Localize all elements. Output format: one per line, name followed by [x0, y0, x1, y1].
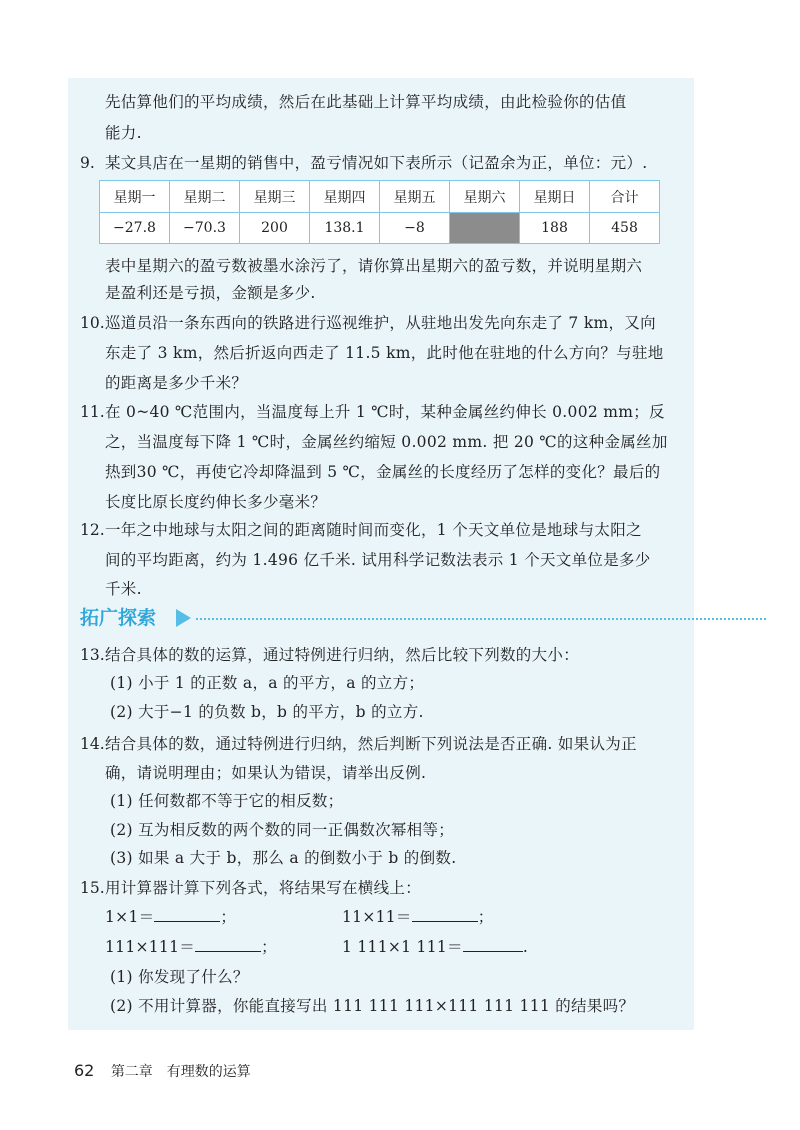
section-header — [80, 604, 690, 632]
value-cell: 458 — [590, 213, 660, 244]
q14-line-1: 结合具体的数，通过特例进行归纳，然后判断下列说法是否正确. 如果认为正 — [105, 735, 637, 753]
header-cell: 星期五 — [380, 181, 450, 213]
expression-4-text: 1 111×1 111＝ — [342, 938, 463, 956]
play-arrow-icon — [176, 609, 191, 627]
q14-sub-3: (3) 如果 a 大于 b，那么 a 的倒数小于 b 的倒数. — [110, 849, 457, 867]
header-cell: 星期二 — [170, 181, 240, 213]
q9-after-line-2: 是盈利还是亏损，金额是多少. — [105, 284, 316, 302]
answer-blank-1[interactable] — [154, 907, 220, 922]
q12-number: 12. — [80, 521, 105, 539]
q11-number: 11. — [80, 403, 105, 421]
value-cell: −70.3 — [170, 213, 240, 244]
header-cell: 星期四 — [310, 181, 380, 213]
q9-text: 某文具店在一星期的销售中，盈亏情况如下表所示（记盈余为正，单位：元）. — [105, 154, 648, 172]
q9-after-line-1: 表中星期六的盈亏数被墨水涂污了，请你算出星期六的盈亏数，并说明星期六 — [105, 257, 643, 275]
q14-sub-2: (2) 互为相反数的两个数的同一正偶数次幂相等； — [110, 821, 455, 839]
intro-line-1: 先估算他们的平均成绩，然后在此基础上计算平均成绩，由此检验你的估值 — [105, 93, 627, 111]
header-cell: 合计 — [590, 181, 660, 213]
separator: ； — [261, 938, 277, 956]
q15-sub-2: (2) 不用计算器，你能直接写出 111 111 111×111 111 111 的结果吗？ — [110, 997, 635, 1015]
section-title: 拓广探索 — [80, 607, 157, 629]
q15-sub-1: (1) 你发现了什么？ — [110, 968, 249, 986]
expression-3 — [105, 937, 277, 957]
q15-number: 15. — [80, 879, 105, 897]
header-cell: 星期三 — [240, 181, 310, 213]
q13-number: 13. — [80, 646, 105, 664]
sales-table-header-row — [100, 181, 660, 213]
q14-number: 14. — [80, 735, 105, 753]
expression-1 — [105, 907, 236, 927]
value-cell: −27.8 — [100, 213, 170, 244]
answer-blank-3[interactable] — [195, 937, 261, 952]
q14-sub-1: (1) 任何数都不等于它的相反数； — [110, 792, 344, 810]
header-cell: 星期日 — [520, 181, 590, 213]
q10-line-3: 的距离是多少千米？ — [105, 374, 248, 392]
header-cell: 星期六 — [450, 181, 520, 213]
q10-line-1: 巡道员沿一条东西向的铁路进行巡视维护，从驻地出发先向东走了 7 km，又向 — [105, 314, 656, 332]
answer-blank-4[interactable] — [463, 937, 523, 952]
q10-line-2: 东走了 3 km，然后折返向西走了 11.5 km，此时他在驻地的什么方向？与驻地 — [105, 344, 664, 362]
q15-text: 用计算器计算下列各式，将结果写在横线上： — [105, 879, 422, 897]
expression-1-text: 1×1＝ — [105, 908, 155, 926]
q11-line-2: 之，当温度每下降 1 ℃时，金属丝约缩短 0.002 mm. 把 20 ℃的这种金属丝加 — [105, 433, 668, 451]
ink-smudge-cell — [450, 213, 520, 244]
q11-line-1: 在 0~40 ℃范围内，当温度每上升 1 ℃时，某种金属丝约伸长 0.002 mm；反 — [105, 403, 665, 421]
chapter-title: 第二章 有理数的运算 — [110, 1064, 251, 1080]
expression-2 — [342, 907, 494, 927]
dotted-divider — [196, 618, 766, 620]
value-cell: 200 — [240, 213, 310, 244]
sales-table-value-row — [100, 213, 660, 244]
expression-2-text: 11×11＝ — [342, 908, 412, 926]
separator: ； — [220, 908, 237, 926]
intro-line-2: 能力. — [105, 124, 142, 142]
q13-sub-2: (2) 大于−1 的负数 b，b 的平方，b 的立方. — [110, 703, 424, 721]
q10-number: 10. — [80, 314, 105, 332]
q12-line-3: 千米. — [105, 580, 142, 598]
value-cell: −8 — [380, 213, 450, 244]
q13-sub-1: (1) 小于 1 的正数 a，a 的平方，a 的立方； — [110, 674, 425, 692]
answer-blank-2[interactable] — [412, 907, 478, 922]
q12-line-2: 间的平均距离，约为 1.496 亿千米. 试用科学记数法表示 1 个天文单位是多少 — [105, 551, 651, 569]
q11-line-4: 长度比原长度约伸长多少毫米？ — [105, 493, 327, 511]
sales-table — [99, 180, 660, 244]
page-footer — [74, 1061, 251, 1081]
value-cell: 188 — [520, 213, 590, 244]
separator: ； — [477, 908, 494, 926]
header-cell: 星期一 — [100, 181, 170, 213]
q12-line-1: 一年之中地球与太阳之间的距离随时间而变化，1 个天文单位是地球与太阳之 — [105, 521, 642, 539]
page-number: 62 — [74, 1061, 95, 1080]
q9-number: 9. — [80, 154, 95, 172]
value-cell: 138.1 — [310, 213, 380, 244]
q13-text: 结合具体的数的运算，通过特例进行归纳，然后比较下列数的大小： — [105, 646, 580, 664]
q14-line-2: 确，请说明理由；如果认为错误，请举出反例. — [105, 764, 427, 782]
expression-3-text: 111×111＝ — [105, 938, 196, 956]
expression-4 — [342, 937, 528, 957]
q11-line-3: 热到30 ℃，再使它冷却降温到 5 ℃，金属丝的长度经历了怎样的变化？最后的 — [105, 463, 661, 481]
end-mark: . — [522, 938, 529, 956]
